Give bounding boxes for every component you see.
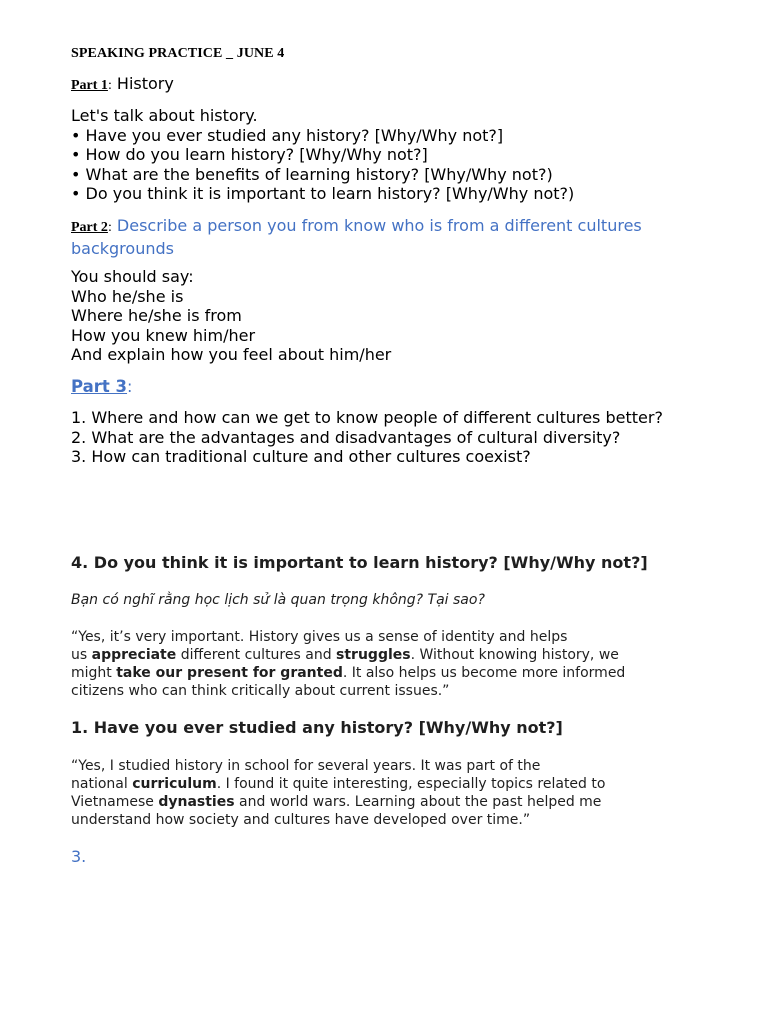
next-answer-number: 3. bbox=[71, 847, 87, 866]
part1-topic: History bbox=[116, 74, 174, 93]
part1-label: Part 1 bbox=[71, 78, 108, 93]
part2-line: And explain how you feel about him/her bbox=[71, 345, 392, 365]
part3-line: 1. Where and how can we get to know people of different cultures better? bbox=[71, 408, 663, 427]
part1-heading bbox=[71, 74, 174, 94]
part3-line: 2. What are the advantages and disadvantages of cultural diversity? bbox=[71, 427, 621, 447]
part3-line: 3. How can traditional culture and other cultures coexist? bbox=[71, 447, 531, 467]
part1-line: • Have you ever studied any history? [Why/Why not?] bbox=[71, 125, 504, 145]
part2-colon: : bbox=[107, 220, 112, 235]
answer-line: us appreciate different cultures and struggles. Without knowing history, we bbox=[71, 647, 619, 663]
answer-q1-heading: 1. Have you ever studied any history? [Why/Why not?] bbox=[71, 718, 563, 737]
answer-q1-text bbox=[71, 757, 605, 829]
part3-heading bbox=[71, 377, 132, 396]
answer-line: citizens who can think critically about current issues.” bbox=[71, 683, 450, 699]
document-title: SPEAKING PRACTICE _ JUNE 4 bbox=[71, 46, 285, 61]
answer-line: Vietnamese dynasties and world wars. Learning about the past helped me bbox=[71, 794, 602, 810]
part2-line: Who he/she is bbox=[71, 286, 184, 306]
answer-q4-heading: 4. Do you think it is important to learn history? [Why/Why not?] bbox=[71, 553, 648, 572]
part2-label: Part 2 bbox=[71, 220, 108, 235]
part3-label: Part 3 bbox=[71, 377, 128, 396]
part1-line: • Do you think it is important to learn history? [Why/Why not?) bbox=[71, 184, 575, 204]
part2-line: Where he/she is from bbox=[71, 306, 242, 326]
part1-line: • What are the benefits of learning history? [Why/Why not?) bbox=[71, 164, 553, 184]
answer-q4-translation: Bạn có nghĩ rằng học lịch sử là quan trọng không? Tại sao? bbox=[71, 592, 485, 608]
part2-topic-continued: backgrounds bbox=[71, 238, 174, 258]
answer-line: might take our present for granted. It also helps us become more informed bbox=[71, 665, 626, 681]
part2-line: You should say: bbox=[71, 267, 194, 286]
part1-line: Let's talk about history. bbox=[71, 106, 258, 125]
part1-questions bbox=[71, 106, 574, 204]
part2-heading bbox=[71, 216, 642, 258]
answer-line: national curriculum. I found it quite interesting, especially topics related to bbox=[71, 776, 606, 792]
answer-line: “Yes, I studied history in school for several years. It was part of the bbox=[71, 758, 541, 774]
part2-line: How you knew him/her bbox=[71, 325, 256, 345]
answer-q4-text bbox=[71, 628, 625, 700]
part3-colon: : bbox=[127, 377, 133, 396]
part1-line: • How do you learn history? [Why/Why not?] bbox=[71, 145, 428, 165]
answer-line: understand how society and cultures have developed over time.” bbox=[71, 812, 531, 828]
part2-topic: Describe a person you from know who is from a different cultures bbox=[116, 216, 642, 235]
part1-colon: : bbox=[107, 78, 112, 93]
answer-line: “Yes, it’s very important. History gives us a sense of identity and helps bbox=[71, 629, 568, 645]
part2-prompts bbox=[71, 267, 391, 365]
part3-questions bbox=[71, 408, 663, 467]
